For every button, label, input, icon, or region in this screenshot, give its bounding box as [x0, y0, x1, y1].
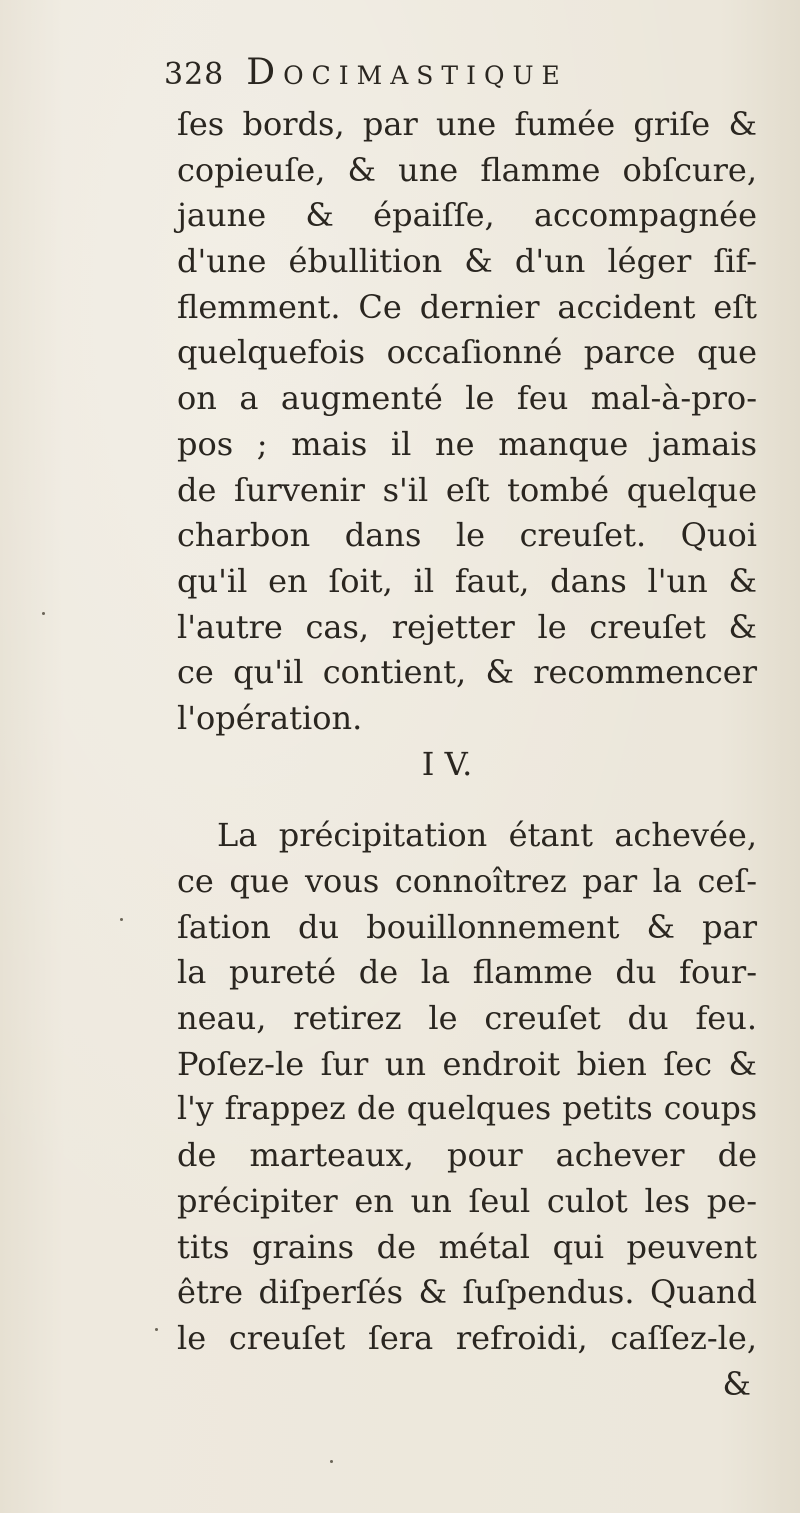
text-line: tits grains de métal qui peuvent [177, 1227, 757, 1266]
text-line: ſes bords, par une fumée griſe & [177, 105, 757, 143]
text-line: flemment. Ce dernier accident eſt [177, 287, 757, 326]
paper-speck [120, 918, 123, 921]
text-line: l'autre cas, rejetter le creuſet & [177, 607, 757, 646]
section-heading: I V. [421, 744, 473, 783]
text-line: qu'il en ſoit, il faut, dans l'un & [177, 561, 757, 600]
running-title: Docimastique [246, 52, 568, 93]
paper-speck [330, 1460, 333, 1463]
text-line: le creuſet ſera refroidi, caſſez-le, [177, 1318, 757, 1357]
text-line: l'opération. [177, 698, 363, 737]
text-line: être diſperſés & ſuſpendus. Quand [177, 1273, 757, 1312]
section-spacer [177, 787, 757, 813]
text-line: précipiter en un ſeul culot les pe- [177, 1181, 757, 1220]
text-line: d'une ébullition & d'un léger ſif- [177, 242, 757, 281]
page-number: 328 [164, 57, 225, 92]
text-line: de marteaux, pour achever de [177, 1136, 757, 1175]
text-line: quelquefois occaſionné parce que [177, 333, 757, 372]
paper-speck [155, 1328, 158, 1331]
text-line: la pureté de la flamme du four- [177, 953, 757, 992]
text-line: jaune & épaiſſe, accompagnée [177, 196, 757, 235]
text-line: on a augmenté le feu mal-à-pro- [177, 379, 757, 418]
text-line: Poſez-le ſur un endroit bien ſec & [177, 1044, 757, 1083]
text-block [177, 102, 757, 1407]
catchword: & [722, 1364, 751, 1403]
text-line: l'y frappez de quelques petits coups [177, 1091, 757, 1128]
paper-speck [42, 612, 45, 615]
text-line: ce qu'il contient, & recommencer [177, 653, 757, 692]
text-line: ce que vous connoîtrez par la ceſ- [177, 862, 757, 900]
text-line: La précipitation étant achevée, [217, 816, 757, 855]
text-line: pos ; mais il ne manque jamais [177, 424, 757, 463]
text-line: ſation du bouillonnement & par [177, 907, 757, 946]
text-line: de ſurvenir s'il eſt tombé quelque [177, 470, 757, 509]
text-line: charbon dans le creuſet. Quoi [177, 516, 757, 555]
text-line: neau, retirez le creuſet du feu. [177, 999, 757, 1038]
text-line: copieuſe, & une flamme obſcure, [177, 150, 757, 189]
running-head [164, 52, 568, 92]
